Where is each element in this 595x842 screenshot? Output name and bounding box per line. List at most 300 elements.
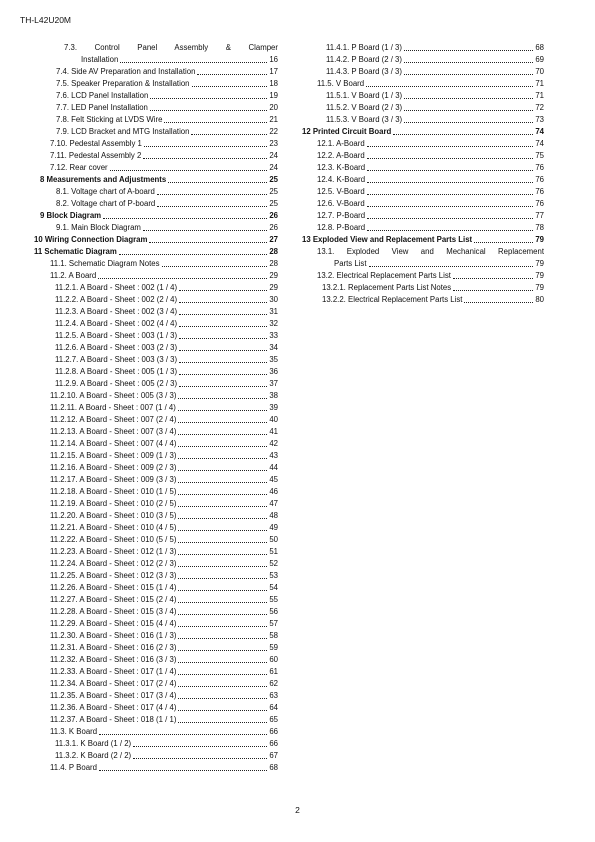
dot-leader <box>143 158 267 159</box>
toc-entry-page: 55 <box>269 595 278 604</box>
toc-entry[interactable] <box>34 162 278 174</box>
toc-entry[interactable] <box>34 510 278 522</box>
toc-entry-label: 7.3. Control Panel Assembly & Clamper <box>64 43 278 52</box>
dot-leader <box>178 410 267 411</box>
toc-entry-page: 67 <box>269 751 278 760</box>
toc-entry-page: 23 <box>269 139 278 148</box>
toc-entry[interactable] <box>34 570 278 582</box>
toc-entry[interactable] <box>34 762 278 774</box>
toc-entry[interactable] <box>302 42 544 54</box>
toc-entry-page: 49 <box>269 523 278 532</box>
toc-entry-page: 48 <box>269 511 278 520</box>
toc-entry[interactable] <box>34 90 278 102</box>
toc-entry-page: 71 <box>535 79 544 88</box>
toc-entry-label: 8.2. Voltage chart of P-board <box>56 199 156 208</box>
toc-entry-page: 26 <box>269 223 278 232</box>
dot-leader <box>404 74 533 75</box>
dot-leader <box>404 122 533 123</box>
dot-leader <box>179 374 267 375</box>
toc-entry-label: 11.2.2. A Board - Sheet : 002 (2 / 4) <box>55 295 178 304</box>
toc-entry-label: 11.2.34. A Board - Sheet : 017 (2 / 4) <box>50 679 177 688</box>
dot-leader <box>178 566 267 567</box>
dot-leader <box>178 482 267 483</box>
toc-entry-label: 11.4.3. P Board (3 / 3) <box>326 67 402 76</box>
toc-entry[interactable] <box>34 438 278 450</box>
toc-entry-page: 19 <box>269 91 278 100</box>
dot-leader <box>178 698 267 699</box>
dot-leader <box>179 362 267 363</box>
toc-entry-label: 11.2.36. A Board - Sheet : 017 (4 / 4) <box>50 703 177 712</box>
toc-entry-page: 25 <box>269 187 278 196</box>
toc-entry[interactable] <box>302 54 544 66</box>
toc-entry-page: 25 <box>269 175 278 184</box>
toc-entry[interactable] <box>34 726 278 738</box>
dot-leader <box>178 434 267 435</box>
toc-entry-label: 11.2.37. A Board - Sheet : 018 (1 / 1) <box>50 715 177 724</box>
toc-entry-page: 41 <box>269 427 278 436</box>
toc-entry-page: 53 <box>269 571 278 580</box>
toc-entry-label: 11.2.4. A Board - Sheet : 002 (4 / 4) <box>55 319 178 328</box>
toc-entry-label: 11.2.35. A Board - Sheet : 017 (3 / 4) <box>50 691 177 700</box>
toc-entry-page: 27 <box>269 235 278 244</box>
dot-leader <box>99 734 267 735</box>
dot-leader <box>179 302 267 303</box>
toc-entry-page: 64 <box>269 703 278 712</box>
dot-leader <box>464 302 533 303</box>
dot-leader <box>178 458 267 459</box>
toc-entry[interactable] <box>34 198 278 210</box>
toc-entry[interactable] <box>34 534 278 546</box>
dot-leader <box>178 530 267 531</box>
toc-entry-label: 7.11. Pedestal Assembly 2 <box>50 151 142 160</box>
dot-leader <box>164 122 267 123</box>
toc-entry-page: 79 <box>535 259 544 268</box>
toc-entry-page: 76 <box>535 175 544 184</box>
toc-entry-label: 11.2.33. A Board - Sheet : 017 (1 / 4) <box>50 667 177 676</box>
toc-entry-label: 11.2.18. A Board - Sheet : 010 (1 / 5) <box>50 487 177 496</box>
toc-entry-page: 79 <box>535 235 544 244</box>
dot-leader <box>367 146 534 147</box>
toc-entry-page: 68 <box>535 43 544 52</box>
toc-entry-label: 7.8. Felt Sticking at LVDS Wire <box>56 115 163 124</box>
toc-entry-page: 74 <box>535 139 544 148</box>
dot-leader <box>367 182 533 183</box>
toc-entry[interactable] <box>34 390 278 402</box>
toc-entry[interactable] <box>34 186 278 198</box>
toc-entry-label: 11.2.29. A Board - Sheet : 015 (4 / 4) <box>50 619 177 628</box>
toc-entry[interactable] <box>302 66 544 78</box>
toc-entry-label: 9.1. Main Block Diagram <box>56 223 141 232</box>
toc-right-column <box>302 42 544 306</box>
toc-entry[interactable] <box>302 294 544 306</box>
toc-entry[interactable] <box>34 294 278 306</box>
toc-entry-label: 11.2.21. A Board - Sheet : 010 (4 / 5) <box>50 523 177 532</box>
dot-leader <box>178 590 267 591</box>
toc-entry-label: 13.2.1. Replacement Parts List Notes <box>322 283 452 292</box>
dot-leader <box>178 554 267 555</box>
toc-entry[interactable] <box>302 78 544 90</box>
dot-leader <box>178 686 267 687</box>
toc-entry-label: 7.12. Rear cover <box>50 163 108 172</box>
toc-entry[interactable] <box>302 102 544 114</box>
toc-entry-label: 11.3.2. K Board (2 / 2) <box>55 751 132 760</box>
toc-entry[interactable] <box>34 330 278 342</box>
toc-entry-page: 38 <box>269 391 278 400</box>
toc-entry[interactable] <box>34 654 278 666</box>
toc-entry-page: 75 <box>535 151 544 160</box>
toc-entry-label: 11.5.2. V Board (2 / 3) <box>326 103 403 112</box>
toc-entry-page: 72 <box>535 103 544 112</box>
toc-entry-label: 12 Printed Circuit Board <box>302 127 392 136</box>
toc-entry-page: 56 <box>269 607 278 616</box>
toc-entry-page: 52 <box>269 559 278 568</box>
dot-leader <box>404 110 533 111</box>
toc-entry[interactable] <box>34 138 278 150</box>
toc-entry-label: 11.2.17. A Board - Sheet : 009 (3 / 3) <box>50 475 177 484</box>
toc-left-column <box>34 42 278 774</box>
toc-entry-label: 11.5. V Board <box>317 79 365 88</box>
toc-entry[interactable] <box>34 486 278 498</box>
toc-entry-label: 12.7. P-Board <box>317 211 366 220</box>
dot-leader <box>178 446 267 447</box>
toc-entry-page: 16 <box>269 55 278 64</box>
toc-entry[interactable] <box>302 186 544 198</box>
toc-entry-label-continued: Installation <box>81 55 119 64</box>
dot-leader <box>157 194 267 195</box>
toc-entry[interactable] <box>302 174 544 186</box>
toc-entry-label: 13.2.2. Electrical Replacement Parts List <box>322 295 463 304</box>
toc-entry-label: 11.2.11. A Board - Sheet : 007 (1 / 4) <box>50 403 176 412</box>
toc-entry[interactable] <box>34 78 278 90</box>
toc-entry-label: 11.2.27. A Board - Sheet : 015 (2 / 4) <box>50 595 177 604</box>
toc-entry[interactable] <box>34 246 278 258</box>
toc-entry-label: 11.2. A Board <box>50 271 97 280</box>
toc-entry-label: 11.2.32. A Board - Sheet : 016 (3 / 3) <box>50 655 177 664</box>
toc-entry-page: 51 <box>269 547 278 556</box>
dot-leader <box>178 602 267 603</box>
toc-entry[interactable] <box>34 750 278 762</box>
toc-entry[interactable] <box>34 594 278 606</box>
toc-entry-page: 68 <box>269 763 278 772</box>
dot-leader <box>178 626 267 627</box>
toc-entry-label: 12.8. P-Board <box>317 223 366 232</box>
toc-entry-page: 42 <box>269 439 278 448</box>
toc-entry-label: 10 Wiring Connection Diagram <box>34 235 148 244</box>
toc-entry[interactable] <box>34 102 278 114</box>
toc-entry-page: 24 <box>269 151 278 160</box>
toc-entry[interactable] <box>34 378 278 390</box>
dot-leader <box>179 314 267 315</box>
toc-entry-label: 7.6. LCD Panel Installation <box>56 91 149 100</box>
toc-entry[interactable] <box>302 282 544 294</box>
toc-entry-label: 11.2.12. A Board - Sheet : 007 (2 / 4) <box>50 415 177 424</box>
toc-entry-page: 26 <box>269 211 278 220</box>
toc-entry[interactable] <box>302 222 544 234</box>
toc-entry-label: 11.2.30. A Board - Sheet : 016 (1 / 3) <box>50 631 177 640</box>
toc-entry-page: 44 <box>269 463 278 472</box>
toc-entry[interactable] <box>34 738 278 750</box>
toc-entry-label: 11.4.2. P Board (2 / 3) <box>326 55 402 64</box>
dot-leader <box>98 278 267 279</box>
toc-entry-page: 22 <box>269 127 278 136</box>
toc-entry[interactable] <box>302 114 544 126</box>
toc-entry-label: 12.4. K-Board <box>317 175 366 184</box>
toc-entry[interactable] <box>34 354 278 366</box>
dot-leader <box>179 350 267 351</box>
toc-entry[interactable] <box>34 666 278 678</box>
toc-entry[interactable] <box>34 402 278 414</box>
toc-entry[interactable] <box>302 162 544 174</box>
toc-entry-label: 11.2.26. A Board - Sheet : 015 (1 / 4) <box>50 583 177 592</box>
toc-entry-label: 7.7. LED Panel Installation <box>56 103 148 112</box>
toc-entry-label: 11.2.31. A Board - Sheet : 016 (2 / 3) <box>50 643 177 652</box>
toc-entry-label: 13 Exploded View and Replacement Parts List <box>302 235 473 244</box>
dot-leader <box>143 230 267 231</box>
toc-entry-label: 11.3.1. K Board (1 / 2) <box>55 739 132 748</box>
dot-leader <box>110 170 268 171</box>
toc-entry-page: 57 <box>269 619 278 628</box>
toc-entry-page: 30 <box>269 295 278 304</box>
toc-entry-label: 11.2.25. A Board - Sheet : 012 (3 / 3) <box>50 571 177 580</box>
toc-entry[interactable] <box>34 42 278 66</box>
toc-entry[interactable] <box>34 258 278 270</box>
dot-leader <box>178 674 267 675</box>
toc-entry-label: 11.5.1. V Board (1 / 3) <box>326 91 403 100</box>
dot-leader <box>149 242 267 243</box>
toc-entry-page: 73 <box>535 115 544 124</box>
dot-leader <box>393 134 533 135</box>
toc-entry-label: 11.2.6. A Board - Sheet : 003 (2 / 3) <box>55 343 178 352</box>
toc-entry-page: 69 <box>535 55 544 64</box>
toc-entry-page: 35 <box>269 355 278 364</box>
toc-entry[interactable] <box>302 138 544 150</box>
toc-entry[interactable] <box>34 366 278 378</box>
toc-entry[interactable] <box>34 150 278 162</box>
toc-entry-page: 24 <box>269 163 278 172</box>
dot-leader <box>178 470 267 471</box>
toc-entry[interactable] <box>34 582 278 594</box>
toc-entry-label: 13.2. Electrical Replacement Parts List <box>317 271 451 280</box>
dot-leader <box>178 650 267 651</box>
toc-entry-page: 76 <box>535 187 544 196</box>
toc-entry[interactable] <box>34 690 278 702</box>
toc-entry-label: 11.4. P Board <box>50 763 97 772</box>
toc-entry[interactable] <box>34 522 278 534</box>
toc-entry-page: 71 <box>535 91 544 100</box>
toc-entry-label: 11.2.1. A Board - Sheet : 002 (1 / 4) <box>55 283 178 292</box>
dot-leader <box>404 98 533 99</box>
toc-entry-page: 45 <box>269 475 278 484</box>
toc-entry[interactable] <box>34 642 278 654</box>
toc-entry-page: 33 <box>269 331 278 340</box>
toc-entry[interactable] <box>34 558 278 570</box>
toc-entry[interactable] <box>302 150 544 162</box>
dot-leader <box>192 86 268 87</box>
toc-entry-label: 7.5. Speaker Preparation & Installation <box>56 79 190 88</box>
toc-entry-label: 11.2.13. A Board - Sheet : 007 (3 / 4) <box>50 427 177 436</box>
toc-entry-page: 66 <box>269 727 278 736</box>
dot-leader <box>474 242 533 243</box>
dot-leader <box>178 542 267 543</box>
toc-entry[interactable] <box>34 306 278 318</box>
dot-leader <box>178 614 267 615</box>
toc-entry[interactable] <box>302 126 544 138</box>
toc-entry[interactable] <box>34 222 278 234</box>
toc-entry-label-continued: Parts List <box>334 259 367 268</box>
toc-entry-page: 31 <box>269 307 278 316</box>
toc-entry-page: 78 <box>535 223 544 232</box>
toc-entry-label: 11.2.23. A Board - Sheet : 012 (1 / 3) <box>50 547 177 556</box>
dot-leader <box>120 62 267 63</box>
toc-entry-label: 8 Measurements and Adjustments <box>40 175 167 184</box>
toc-entry-label: 11.3. K Board <box>50 727 98 736</box>
toc-entry-page: 50 <box>269 535 278 544</box>
dot-leader <box>179 386 267 387</box>
toc-entry-page: 37 <box>269 379 278 388</box>
toc-entry-page: 36 <box>269 367 278 376</box>
page-number: 2 <box>295 805 300 815</box>
toc-entry[interactable] <box>302 234 544 246</box>
dot-leader <box>367 170 533 171</box>
toc-entry-page: 76 <box>535 163 544 172</box>
dot-leader <box>179 338 267 339</box>
toc-entry-label: 11.2.20. A Board - Sheet : 010 (3 / 5) <box>50 511 177 520</box>
toc-entry-label: 11.2.24. A Board - Sheet : 012 (2 / 3) <box>50 559 177 568</box>
toc-entry[interactable] <box>34 114 278 126</box>
dot-leader <box>179 290 267 291</box>
toc-entry-label: 11.4.1. P Board (1 / 3) <box>326 43 402 52</box>
dot-leader <box>103 218 267 219</box>
dot-leader <box>367 158 534 159</box>
toc-entry[interactable] <box>34 450 278 462</box>
toc-entry[interactable] <box>34 618 278 630</box>
toc-entry[interactable] <box>34 414 278 426</box>
toc-entry-label: 9 Block Diagram <box>40 211 102 220</box>
dot-leader <box>197 74 267 75</box>
dot-leader <box>366 86 533 87</box>
dot-leader <box>178 722 267 723</box>
toc-entry-label: 11 Schematic Diagram <box>34 247 117 256</box>
toc-entry-label: 7.9. LCD Bracket and MTG Installation <box>56 127 190 136</box>
dot-leader <box>178 710 267 711</box>
dot-leader <box>157 206 267 207</box>
toc-entry[interactable] <box>34 462 278 474</box>
toc-entry[interactable] <box>34 606 278 618</box>
toc-entry[interactable] <box>34 210 278 222</box>
toc-entry-page: 54 <box>269 583 278 592</box>
toc-entry-label: 12.1. A-Board <box>317 139 365 148</box>
dot-leader <box>178 578 267 579</box>
toc-entry[interactable] <box>34 282 278 294</box>
dot-leader <box>404 62 533 63</box>
toc-entry-page: 65 <box>269 715 278 724</box>
toc-entry-page: 43 <box>269 451 278 460</box>
toc-entry[interactable] <box>34 342 278 354</box>
toc-entry-label: 7.10. Pedestal Assembly 1 <box>50 139 142 148</box>
toc-entry[interactable] <box>34 126 278 138</box>
dot-leader <box>453 278 533 279</box>
toc-entry-label: 11.2.10. A Board - Sheet : 005 (3 / 3) <box>50 391 177 400</box>
toc-entry[interactable] <box>34 702 278 714</box>
toc-entry-page: 20 <box>269 103 278 112</box>
toc-entry-page: 39 <box>269 403 278 412</box>
toc-entry-page: 40 <box>269 415 278 424</box>
toc-entry[interactable] <box>34 234 278 246</box>
toc-entry[interactable] <box>34 270 278 282</box>
toc-entry-label: 11.2.5. A Board - Sheet : 003 (1 / 3) <box>55 331 178 340</box>
toc-entry[interactable] <box>34 498 278 510</box>
toc-entry[interactable] <box>302 90 544 102</box>
toc-entry[interactable] <box>302 210 544 222</box>
dot-leader <box>162 266 268 267</box>
toc-entry-label: 11.2.19. A Board - Sheet : 010 (2 / 5) <box>50 499 177 508</box>
toc-entry-label: 11.2.22. A Board - Sheet : 010 (5 / 5) <box>50 535 177 544</box>
dot-leader <box>178 422 267 423</box>
dot-leader <box>367 230 533 231</box>
toc-entry-label: 11.2.8. A Board - Sheet : 005 (1 / 3) <box>55 367 178 376</box>
toc-entry-label: 11.1. Schematic Diagram Notes <box>50 259 160 268</box>
toc-entry[interactable] <box>34 678 278 690</box>
toc-entry[interactable] <box>34 546 278 558</box>
dot-leader <box>404 50 533 51</box>
toc-entry[interactable] <box>34 714 278 726</box>
dot-leader <box>99 770 267 771</box>
toc-entry-page: 18 <box>269 79 278 88</box>
toc-entry[interactable] <box>302 270 544 282</box>
toc-entry[interactable] <box>34 426 278 438</box>
toc-entry-page: 28 <box>269 259 278 268</box>
dot-leader <box>369 266 534 267</box>
toc-entry-page: 79 <box>535 271 544 280</box>
toc-entry-page: 29 <box>269 283 278 292</box>
dot-leader <box>367 206 534 207</box>
toc-entry-page: 62 <box>269 679 278 688</box>
dot-leader <box>191 134 267 135</box>
dot-leader <box>119 254 268 255</box>
dot-leader <box>168 182 267 183</box>
toc-entry[interactable] <box>34 66 278 78</box>
dot-leader <box>150 98 267 99</box>
dot-leader <box>178 662 267 663</box>
toc-entry-page: 58 <box>269 631 278 640</box>
toc-entry-label: 12.6. V-Board <box>317 199 365 208</box>
toc-entry-page: 77 <box>535 211 544 220</box>
toc-entry-label: 7.4. Side AV Preparation and Installation <box>56 67 196 76</box>
dot-leader <box>453 290 533 291</box>
toc-entry-label: 11.2.28. A Board - Sheet : 015 (3 / 4) <box>50 607 177 616</box>
toc-entry-label: 11.2.7. A Board - Sheet : 003 (3 / 3) <box>55 355 178 364</box>
toc-entry[interactable] <box>34 630 278 642</box>
toc-entry[interactable] <box>34 318 278 330</box>
toc-entry-page: 17 <box>269 67 278 76</box>
dot-leader <box>179 326 267 327</box>
dot-leader <box>150 110 267 111</box>
toc-entry-label: 11.2.16. A Board - Sheet : 009 (2 / 3) <box>50 463 177 472</box>
toc-entry-label: 12.2. A-Board <box>317 151 365 160</box>
dot-leader <box>144 146 267 147</box>
toc-entry[interactable] <box>34 474 278 486</box>
dot-leader <box>178 518 267 519</box>
toc-entry[interactable] <box>302 246 544 270</box>
document-header-model: TH-L42U20M <box>20 15 72 25</box>
toc-entry[interactable] <box>302 198 544 210</box>
toc-entry-page: 47 <box>269 499 278 508</box>
toc-entry[interactable] <box>34 174 278 186</box>
toc-entry-page: 25 <box>269 199 278 208</box>
toc-entry-page: 63 <box>269 691 278 700</box>
toc-entry-page: 74 <box>535 127 544 136</box>
dot-leader <box>133 758 267 759</box>
